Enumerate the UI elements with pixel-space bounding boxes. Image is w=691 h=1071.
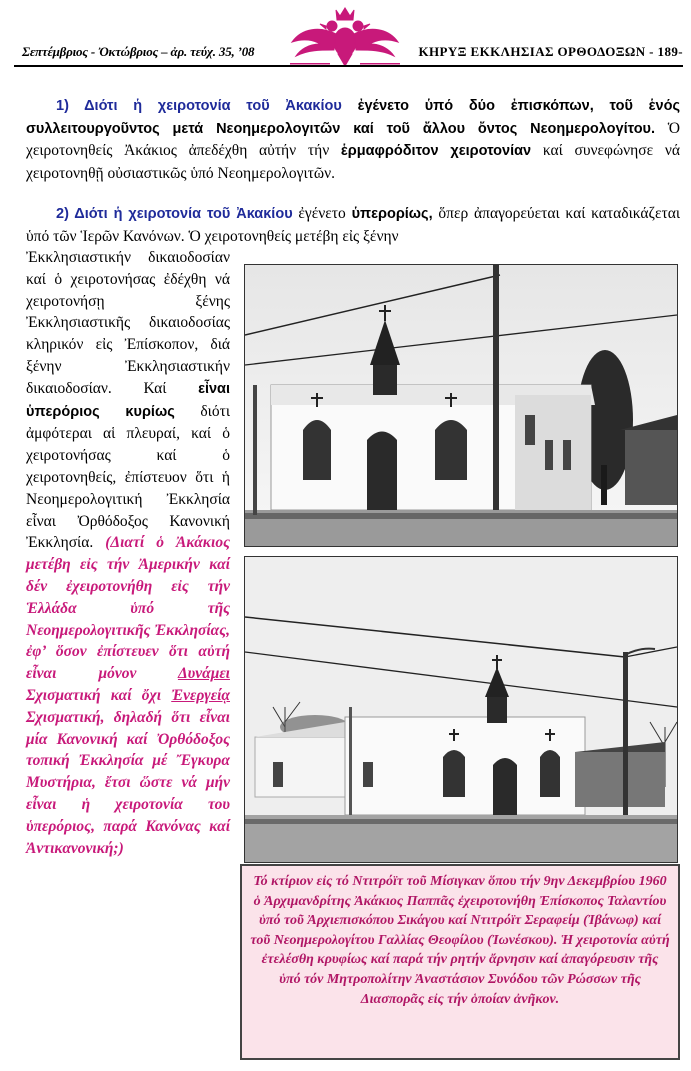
church-photo-side <box>244 556 678 863</box>
paragraph-2-text-2: ὅπερ ἀπαγορεύεται καί καταδικάζεται ὑπό τῶν Ἱερῶν Κανόνων. Ὁ χειροτονηθείς μετέβη εἰς ξένην <box>26 205 680 245</box>
left-column-text-2: διότι ἀμφότεραι αἱ πλευραί, καί ὁ χειροτονήσας καί ὁ χειροτονηθείς, ἐπίστευον ὅτι ἡ Νεοημερολογιτική Ἐκκλησία εἶναι Ὀρθόδοξος Κανονική Ἐκκλησία. <box>26 402 230 552</box>
paragraph-1-bold-2: ἑρμαφρόδιτον χειροτονίαν <box>340 143 532 160</box>
paragraph-1 <box>26 95 680 184</box>
magenta-note-3: Σχισματική, δηλαδή ὅτι εἶναι μία Κανονική καί Ὀρθόδοξος τοπική Ἐκκλησία μέ Ἔγκυρα Μυστήρια, ἔτσι ὥστε νά μήν εἶναι ἡ χειροτονία του ὑπερόριος, παρά Κανόνας καί Ἀντικανονική;) <box>26 708 230 857</box>
issue-date: Σεπτέμβριος - Ὀκτώβριος – ἀρ. τεύχ. 35, ’08 <box>22 44 255 59</box>
paragraph-1-lead: 1) Διότι ἡ χειροτονία τοῦ Ἀκακίου <box>56 98 342 114</box>
paragraph-1-text: Ὁ χειροτονηθείς Ἀκάκιος ἀπεδέχθη αὐτήν τήν <box>26 119 680 160</box>
magenta-note-underline-2: Ἐνεργείᾳ <box>171 686 230 704</box>
magenta-note-underline-1: Δυνάμει <box>177 665 230 683</box>
left-column-text-1: Ἐκκλησιαστικήν δικαιοδοσίαν καί ὁ χειροτονήσας ἐδέχθη νά χειροτονήσῃ ξένης Ἐκκλησιαστικῆς δικαιοδοσίας κληρικόν εἰς Ἐπίσκοπον, διά ξένην Ἐκκλησιαστικήν δικαιοδοσίαν. Καί <box>26 249 230 397</box>
paragraph-2-lead: 2) Διότι ἡ χειροτονία τοῦ Ἀκακίου <box>56 206 293 222</box>
header-rule <box>14 65 683 67</box>
church-building-icon <box>245 265 677 546</box>
church-building-icon <box>245 557 677 862</box>
magenta-note-2: Σχισματική καί ὄχι <box>26 686 172 704</box>
paragraph-2-text: ἐγένετο <box>292 205 352 222</box>
photo-caption: Τό κτίριον εἰς τό Ντιτρόϊτ τοῦ Μίσιγκαν ὅπου τήν 9ην Δεκεμβρίου 1960 ὁ Ἀρχιμανδρίτης Ἀκάκιος Παππᾶς ἐχειροτονήθη Ἐπίσκοπος Ταλαντίου ὑπό τοῦ Ἀρχιεπισκόπου Σικάγου καί Ντιτρόϊτ Σεραφείμ (Ἰβάνωφ) καί τοῦ Νεοημερολογίτου Γαλλίας Θεοφίλου (Ἰωνέσκου). Ἡ χειροτονία αὐτή ἐτελέσθη κρυφίως καί παρά τήν ρητήν ἄρνησιν καί ἀπαγόρευσιν τῆς ὑπό τόν Μητροπολίτην Ἀναστάσιον Συνόδου τῶν Ρώσσων τῆς Διασπορᾶς εἰς τήν ὁποίαν ἀνῆκον. <box>240 864 680 1060</box>
paragraph-2-bold: ὑπερορίως, <box>351 206 433 222</box>
paragraph-2 <box>26 203 680 247</box>
paragraph-1-text-2: καί συνεφώνησε νά χειροτονηθῇ οὐσιαστικῶς ὑπό Νεοημερολογιτῶν. <box>26 142 680 182</box>
paragraph-1-bold: ἐγένετο ὑπό δύο ἐπισκόπων, τοῦ ἑνός συλλειτουργοῦντος μετά Νεοημερολογιτῶν καί τοῦ ἄλλου ὄντος Νεοημερολογίτου. <box>26 98 680 137</box>
left-column-bold: εἶναι ὑπερόριος κυρίως <box>26 380 230 420</box>
page-header <box>0 0 691 80</box>
journal-title-page-number: ΚΗΡΥΞ ΕΚΚΛΗΣΙΑΣ ΟΡΘΟΔΟΞΩΝ - 189- <box>418 44 683 59</box>
magenta-note-1: (Διατί ὁ Ἀκάκιος μετέβη εἰς τήν Ἀμερικήν καί δέν ἐχειροτονήθη εἰς τήν Ἑλλάδα ὑπό τῆς Νεοημερολογιτικῆς Ἐκκλησίας, ἐφ’ ὅσον ἐπίστευεν ὅτι αὐτή εἶναι μόνον <box>26 534 230 683</box>
left-column-text <box>26 247 230 859</box>
double-headed-eagle-icon <box>290 6 400 68</box>
church-photo-front <box>244 264 678 547</box>
